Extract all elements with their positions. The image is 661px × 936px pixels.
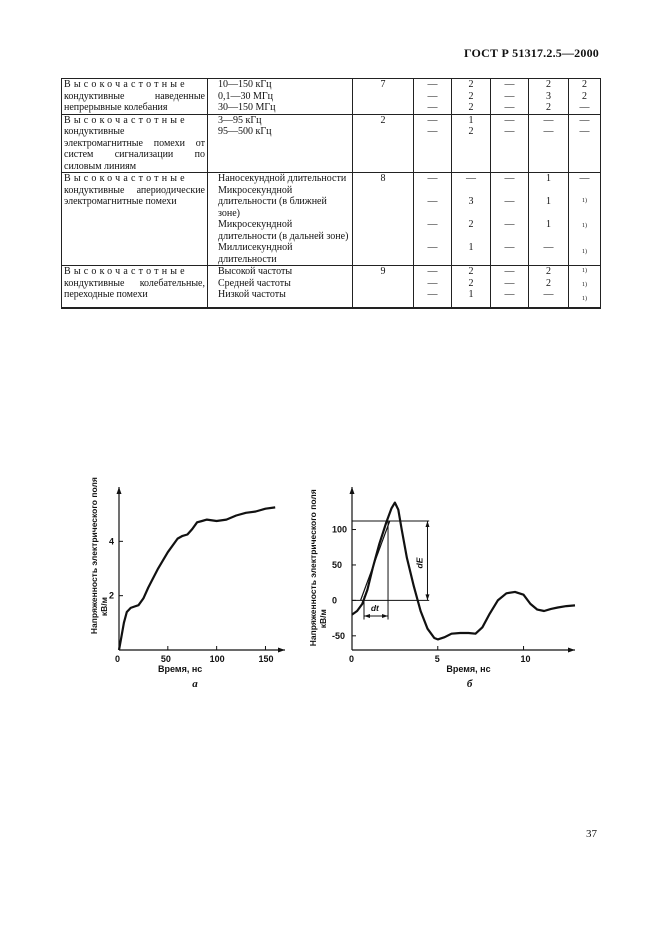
level-value: 1	[546, 219, 551, 230]
parameter-cell	[208, 114, 353, 173]
level-cell	[414, 79, 452, 115]
parameter-value: Низкой частоты	[218, 289, 286, 300]
level-value: 3	[546, 90, 551, 102]
level-value: 2	[546, 79, 551, 90]
level-value: 2	[546, 266, 551, 277]
parameter-cell	[208, 79, 353, 115]
page-number: 37	[586, 828, 597, 840]
level-cell	[569, 266, 601, 309]
x-tick-label: 100	[209, 654, 225, 664]
table-row	[62, 114, 601, 173]
level-value: —	[579, 173, 590, 184]
level-value: 2	[468, 266, 474, 277]
level-value: —	[427, 90, 438, 102]
level-value: —	[543, 289, 554, 300]
level-value: —	[579, 114, 590, 126]
level-value: —	[504, 242, 515, 253]
level-value: —	[504, 126, 515, 137]
level-value: —	[427, 79, 438, 90]
y-tick-label: 4	[109, 536, 115, 547]
level-value: 2	[468, 126, 474, 137]
tangent-line	[361, 521, 390, 600]
level-value: —	[427, 289, 438, 300]
level-value: 2	[468, 90, 474, 102]
level-value: 1	[468, 114, 474, 126]
x-tick-label: 50	[160, 654, 171, 664]
level-cell	[452, 114, 491, 173]
level-value: —	[427, 219, 438, 230]
level-cell	[569, 79, 601, 115]
level-value: —	[579, 102, 590, 113]
level-value: —	[466, 173, 476, 184]
level-cell	[414, 173, 452, 266]
dt-arrow-left	[364, 614, 370, 618]
emc-table	[61, 78, 601, 309]
series-line-b	[352, 503, 575, 640]
figure-caption: б	[466, 678, 473, 690]
dE-label: dE	[414, 557, 425, 569]
level-value: 3	[468, 196, 474, 207]
level-value: —	[504, 173, 515, 184]
parameter-value: Высокой частоты	[218, 266, 293, 277]
row-number: 7	[353, 79, 414, 115]
level-cell	[452, 173, 491, 266]
figure-caption: а	[192, 678, 198, 690]
level-value: —	[427, 102, 438, 113]
level-value: —	[504, 90, 515, 102]
parameter-cell	[208, 173, 353, 266]
parameter-value: 30—150 МГц	[218, 102, 276, 113]
x-tick-label: 0	[115, 654, 121, 664]
parameter-value: 95—500 кГц	[218, 126, 272, 137]
y-tick-label: -50	[332, 630, 346, 641]
level-value: —	[504, 219, 515, 230]
y-axis-arrow	[117, 487, 122, 494]
level-cell	[529, 173, 569, 266]
level-value: 2	[546, 102, 551, 113]
level-value: 2	[468, 79, 474, 90]
document-header: ГОСТ Р 51317.2.5—2000	[463, 46, 599, 60]
y-axis-label: Напряженность электрического полякВ/м	[308, 489, 328, 647]
row-number: 9	[353, 266, 414, 309]
x-tick-label: 5	[434, 654, 440, 664]
level-value: —	[579, 126, 590, 137]
x-axis-label: Время, нс	[446, 664, 491, 674]
level-value: 1	[468, 242, 474, 253]
level-value: —	[427, 126, 438, 137]
level-value: 1	[468, 289, 474, 300]
x-axis-label: Время, нс	[158, 664, 203, 674]
level-value: —	[543, 242, 554, 253]
level-value: 1	[546, 173, 551, 184]
level-value: 2	[468, 277, 474, 289]
level-value: —	[504, 79, 515, 90]
level-value: —	[504, 114, 515, 126]
x-tick-label: 150	[258, 654, 274, 664]
level-cell	[414, 266, 452, 309]
table-row	[62, 266, 601, 309]
level-value: 1)	[582, 281, 587, 288]
level-cell	[491, 266, 529, 309]
level-cell	[529, 79, 569, 115]
y-axis-label: Напряженность электрического полякВ/м	[89, 477, 109, 635]
dE-arrow-bottom	[425, 594, 429, 600]
dt-arrow-right	[382, 614, 388, 618]
level-value: —	[504, 277, 515, 289]
parameter-value: Миллисекундной длительности	[218, 242, 293, 265]
y-tick-label: 50	[332, 559, 343, 570]
parameter-value: Микросекундной длительности (в ближней зоне)	[218, 184, 327, 219]
phenomenon-name: Высокочастотные кондуктивные электромагнитные помехи от систем сигнализации по силовым линиям	[62, 114, 208, 173]
parameter-value: Средней частоты	[218, 277, 291, 289]
dE-arrow-top	[425, 521, 429, 527]
y-tick-label: 0	[332, 595, 338, 606]
x-axis-arrow	[568, 648, 575, 653]
phenomenon-name: Высокочастотные кондуктивные апериодические электромагнитные помехи	[62, 173, 208, 266]
level-cell	[569, 173, 601, 266]
level-value: —	[427, 277, 438, 289]
level-value: 2	[546, 277, 551, 289]
row-number: 2	[353, 114, 414, 173]
x-tick-label: 10	[520, 654, 531, 664]
level-cell	[414, 114, 452, 173]
level-value: —	[427, 114, 438, 126]
level-value: —	[427, 173, 438, 184]
level-cell	[569, 114, 601, 173]
level-value: —	[504, 196, 515, 207]
parameter-value: Микросекундной длительности (в дальней зоне)	[218, 219, 349, 242]
parameter-value: 0,1—30 МГц	[218, 90, 274, 102]
level-value: 2	[468, 102, 474, 113]
level-value: 1	[546, 196, 551, 207]
row-number: 8	[353, 173, 414, 266]
level-cell	[491, 79, 529, 115]
phenomenon-name: Высокочастотные кондуктивные наведенные непрерывные колебания	[62, 79, 208, 115]
level-value: —	[504, 289, 515, 300]
level-value: 1)	[582, 295, 587, 302]
x-axis-arrow	[278, 648, 285, 653]
level-value: —	[427, 266, 438, 277]
level-value: 2	[582, 90, 587, 102]
level-value: 2	[468, 219, 474, 230]
level-value: —	[543, 114, 554, 126]
level-value: —	[504, 102, 515, 113]
level-value: 1)	[582, 268, 587, 274]
level-value: 1)	[582, 198, 587, 204]
y-tick-label: 100	[332, 524, 348, 535]
level-value: —	[427, 196, 438, 207]
level-cell	[529, 266, 569, 309]
parameter-value: Наносекундной длительности	[218, 173, 347, 184]
level-value: 2	[582, 79, 587, 90]
level-value: —	[427, 242, 438, 253]
level-value: 1)	[582, 223, 587, 230]
level-cell	[452, 266, 491, 309]
parameter-value: 3—95 кГц	[218, 114, 262, 126]
level-cell	[491, 114, 529, 173]
x-tick-label: 0	[349, 654, 355, 664]
level-cell	[529, 114, 569, 173]
level-value: —	[504, 266, 515, 277]
series-line-a	[119, 507, 275, 650]
y-axis-arrow	[350, 487, 355, 494]
dt-label: dt	[370, 603, 379, 614]
phenomenon-name: Высокочастотные кондуктивные колебательные, переходные помехи	[62, 266, 208, 309]
table-row	[62, 79, 601, 115]
parameter-value: 10—150 кГц	[218, 79, 272, 90]
level-cell	[452, 79, 491, 115]
parameter-cell	[208, 266, 353, 309]
y-tick-label: 2	[109, 590, 115, 601]
level-value: —	[543, 126, 554, 137]
table-row	[62, 173, 601, 266]
level-value: 1)	[582, 248, 587, 255]
level-cell	[491, 173, 529, 266]
